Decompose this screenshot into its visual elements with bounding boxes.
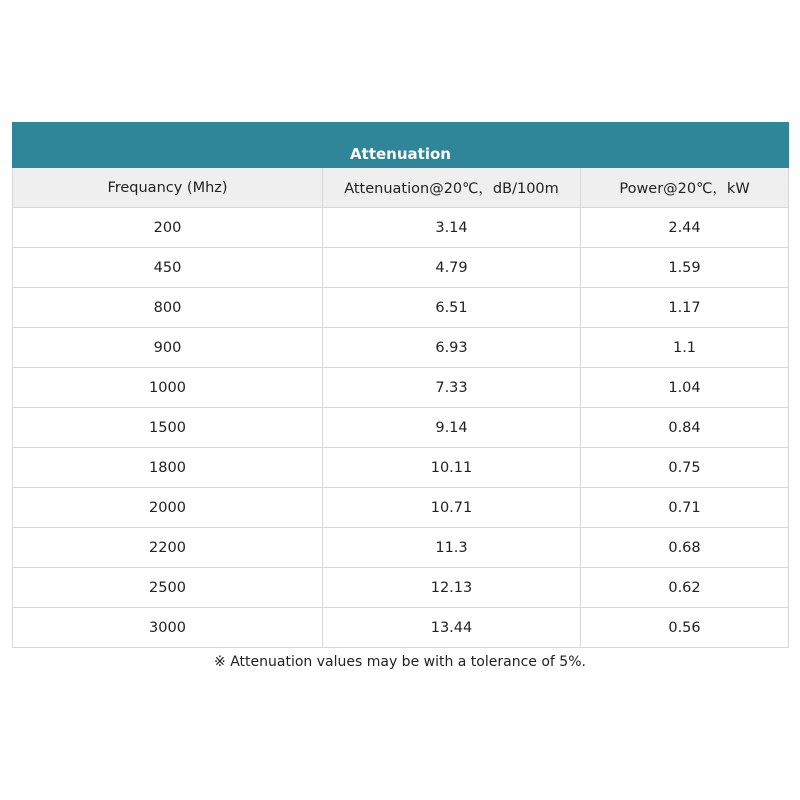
table-row <box>13 528 789 568</box>
cell-frequency: 450 <box>13 248 323 288</box>
cell-frequency: 2200 <box>13 528 323 568</box>
cell-frequency: 2000 <box>13 488 323 528</box>
cell-power: 0.75 <box>581 448 789 488</box>
cell-power: 1.04 <box>581 368 789 408</box>
table-row <box>13 328 789 368</box>
table-header-row <box>13 168 789 208</box>
cell-power: 1.59 <box>581 248 789 288</box>
cell-attenuation: 12.13 <box>323 568 581 608</box>
cell-frequency: 200 <box>13 208 323 248</box>
cell-frequency: 3000 <box>13 608 323 648</box>
cell-attenuation: 13.44 <box>323 608 581 648</box>
table-row <box>13 248 789 288</box>
cell-frequency: 1500 <box>13 408 323 448</box>
cell-frequency: 2500 <box>13 568 323 608</box>
cell-attenuation: 3.14 <box>323 208 581 248</box>
table-row <box>13 288 789 328</box>
table-row <box>13 208 789 248</box>
tolerance-footnote: ※ Attenuation values may be with a tolerance of 5%. <box>214 654 586 670</box>
cell-power: 0.62 <box>581 568 789 608</box>
cell-power: 1.17 <box>581 288 789 328</box>
table-row <box>13 488 789 528</box>
column-header-power: Power@20℃，kW <box>581 168 789 208</box>
table-row <box>13 448 789 488</box>
cell-attenuation: 10.11 <box>323 448 581 488</box>
cell-frequency: 800 <box>13 288 323 328</box>
table-row <box>13 368 789 408</box>
column-header-frequency: Frequancy (Mhz) <box>13 168 323 208</box>
attenuation-table-container <box>12 122 788 648</box>
table-row <box>13 568 789 608</box>
column-header-attenuation: Attenuation@20℃，dB/100m <box>323 168 581 208</box>
table-title-row <box>13 123 789 168</box>
cell-attenuation: 6.93 <box>323 328 581 368</box>
cell-attenuation: 11.3 <box>323 528 581 568</box>
table-title: Attenuation <box>13 123 789 168</box>
table-row <box>13 408 789 448</box>
attenuation-table <box>12 122 789 648</box>
cell-frequency: 1800 <box>13 448 323 488</box>
cell-power: 0.71 <box>581 488 789 528</box>
cell-attenuation: 10.71 <box>323 488 581 528</box>
cell-attenuation: 7.33 <box>323 368 581 408</box>
cell-power: 2.44 <box>581 208 789 248</box>
cell-power: 0.84 <box>581 408 789 448</box>
cell-frequency: 900 <box>13 328 323 368</box>
cell-attenuation: 9.14 <box>323 408 581 448</box>
cell-power: 0.56 <box>581 608 789 648</box>
table-row <box>13 608 789 648</box>
cell-attenuation: 4.79 <box>323 248 581 288</box>
cell-attenuation: 6.51 <box>323 288 581 328</box>
cell-power: 1.1 <box>581 328 789 368</box>
cell-power: 0.68 <box>581 528 789 568</box>
cell-frequency: 1000 <box>13 368 323 408</box>
